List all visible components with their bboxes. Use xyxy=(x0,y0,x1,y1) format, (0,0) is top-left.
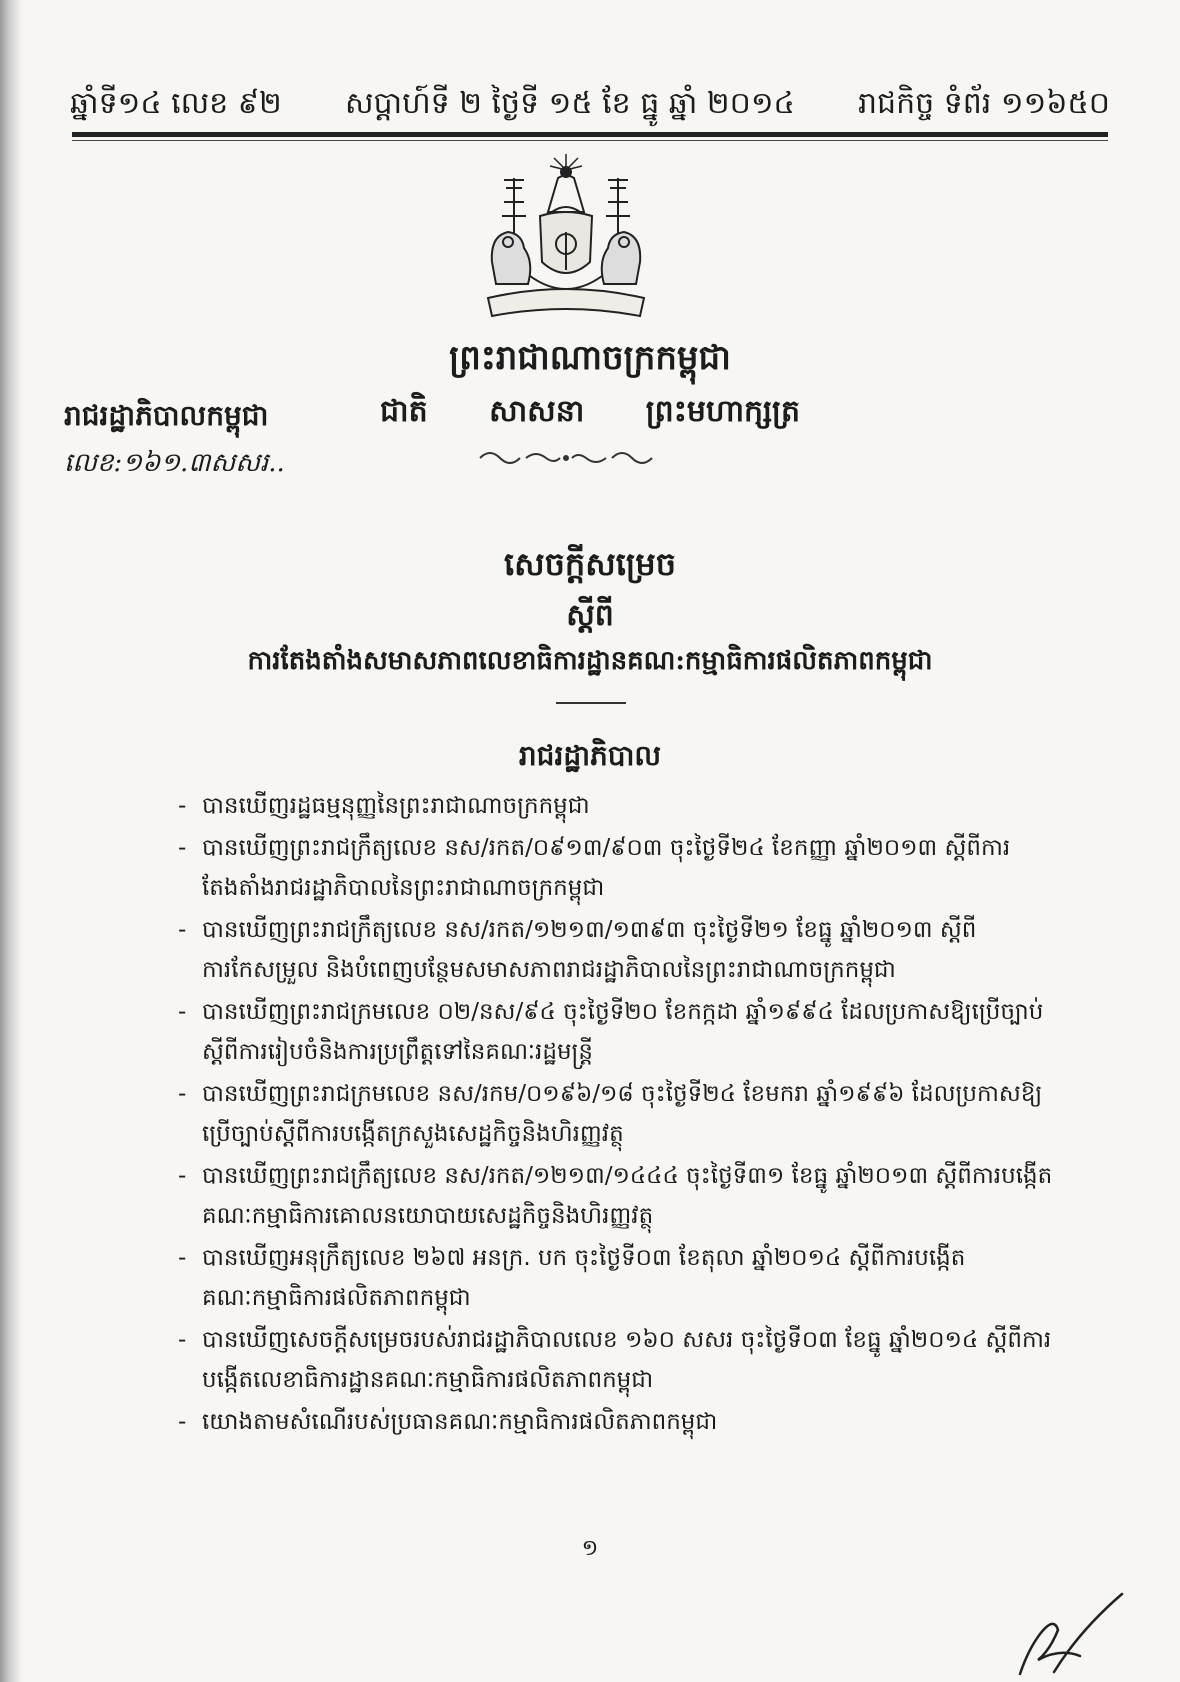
motto-king: ព្រះមហាក្សត្រ xyxy=(645,394,800,429)
clause-item: - យោងតាមសំណើរបស់ប្រធានគណៈកម្មាធិការផលិតភាពកម្ពុជា xyxy=(178,1402,1058,1442)
gazette-header xyxy=(70,84,1110,128)
title-divider xyxy=(556,702,626,704)
week-date: សប្តាហ៍ទី ២ ថ្ងៃទី ១៥ ខែ ធ្នូ ឆ្នាំ ២០១៤ xyxy=(344,86,795,121)
government-name: រាជរដ្ឋាភិបាលកម្ពុជា xyxy=(64,399,269,432)
page-number: ១ xyxy=(581,1536,599,1561)
kingdom-name: ព្រះរាជាណាចក្រកម្ពុជា xyxy=(449,338,731,378)
clause-item: - បានឃើញព្រះរាជក្រមលេខ ០២/នស/៩៤ ចុះថ្ងៃទី២០ ខែកក្កដា ឆ្នាំ១៩៩៤ ដែលប្រកាសឱ្យប្រើច្បាប់ស្តីពីការរៀបចំនិងការប្រព្រឹត្តទៅនៃគណៈរដ្ឋមន្ត្រី xyxy=(178,992,1058,1072)
clause-item: - បានឃើញព្រះរាជក្រឹត្យលេខ នស/រកត/១២១៣/១៣៩៣ ចុះថ្ងៃទី២១ ខែធ្នូ ឆ្នាំ២០១៣ ស្តីពីការកែសម្រួល និងបំពេញបន្ថែមសមាសភាពរាជរដ្ឋាភិបាលនៃព្រះរាជាណាចក្រកម្ពុជា xyxy=(178,910,1058,990)
signature-initial-icon xyxy=(1010,1590,1130,1680)
national-motto xyxy=(380,392,800,436)
motto-nation: ជាតិ xyxy=(380,394,428,429)
clause-item: - បានឃើញព្រះរាជក្រឹត្យលេខ នស/រកត/១២១៣/១៤៤៤ ចុះថ្ងៃទី៣១ ខែធ្នូ ឆ្នាំ២០១៣ ស្តីពីការបង្កើតគណៈកម្មាធិការគោលនយោបាយសេដ្ឋកិច្ចនិងហិរញ្ញវត្ថុ xyxy=(178,1156,1058,1236)
header-rule xyxy=(72,132,1108,141)
document-on: ស្តីពី xyxy=(566,598,614,633)
motto-religion: សាសនា xyxy=(489,394,585,429)
gazette-page: រាជកិច្ច ទំព័រ ១១៦៥០ xyxy=(858,86,1110,121)
clause-item: - បានឃើញព្រះរាជក្រឹត្យលេខ នស/រកត/០៩១៣/៩០៣ ចុះថ្ងៃទី២៤ ខែកញ្ញា ឆ្នាំ២០១៣ ស្តីពីការតែងតាំងរាជរដ្ឋាភិបាលនៃព្រះរាជាណាចក្រកម្ពុជា xyxy=(178,828,1058,908)
decision-number: លេខ:១៦១.៣សសរ.. xyxy=(64,448,285,478)
document-title: សេចក្តីសម្រេច xyxy=(503,545,677,583)
clause-item: - បានឃើញអនុក្រឹត្យលេខ ២៦៧ អនក្រ. បក ចុះថ្ងៃទី០៣ ខែតុលា ឆ្នាំ២០១៤ ស្តីពីការបង្កើតគណៈកម្មាធិការផលិតភាពកម្ពុជា xyxy=(178,1238,1058,1318)
ornament-divider-icon xyxy=(476,446,656,470)
preamble-clauses xyxy=(178,786,1058,1444)
scan-edge-shadow xyxy=(0,0,22,1682)
issuing-authority: រាជរដ្ឋាភិបាល xyxy=(518,739,662,772)
clause-item: - បានឃើញព្រះរាជក្រមលេខ នស/រកម/០១៩៦/១៨ ចុះថ្ងៃទី២៤ ខែមករា ឆ្នាំ១៩៩៦ ដែលប្រកាសឱ្យប្រើច្បាប់ស្តីពីការបង្កើតក្រសួងសេដ្ឋកិច្ចនិងហិរញ្ញវត្ថុ xyxy=(178,1074,1058,1154)
clause-item: - បានឃើញសេចក្តីសម្រេចរបស់រាជរដ្ឋាភិបាលលេខ ១៦០ សសរ ចុះថ្ងៃទី០៣ ខែធ្នូ ឆ្នាំ២០១៤ ស្តីពីការបង្កើតលេខាធិការដ្ឋានគណៈកម្មាធិការផលិតភាពកម្ពុជា xyxy=(178,1320,1058,1400)
royal-coat-of-arms-icon xyxy=(468,152,664,328)
clause-item: - បានឃើញរដ្ឋធម្មនុញ្ញនៃព្រះរាជាណាចក្រកម្ពុជា xyxy=(178,786,1058,826)
year-issue: ឆ្នាំទី១៤ លេខ ៩២ xyxy=(70,86,282,121)
document-subject: ការតែងតាំងសមាសភាពលេខាធិការដ្ឋានគណ:កម្មាធិការផលិតភាពកម្ពុជា xyxy=(247,646,933,676)
